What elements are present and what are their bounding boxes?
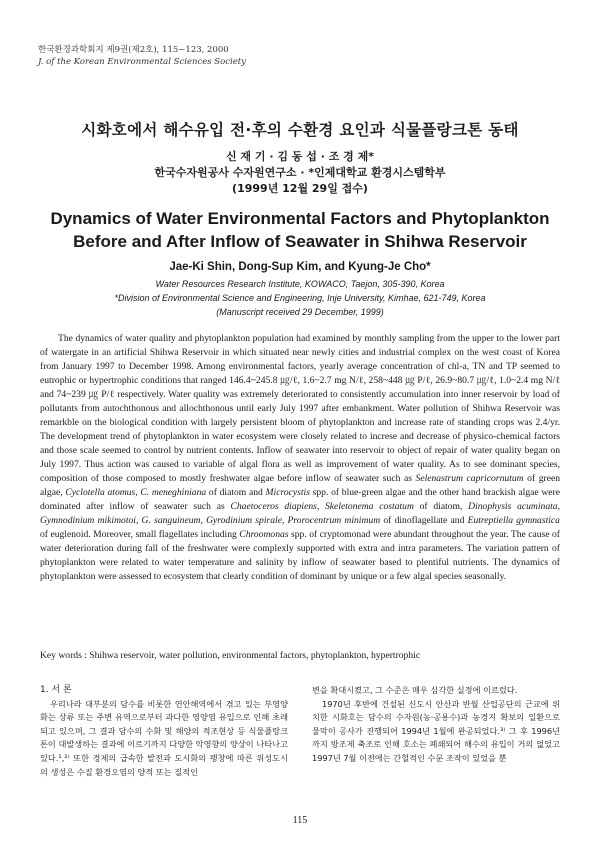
species-name: Eutreptiella gymnastica <box>467 515 560 526</box>
received-date-korean: (1999년 12월 29일 접수) <box>232 182 368 195</box>
introduction-paragraph: 우리나라 대부분의 담수를 비롯한 연안해역에서 겪고 있는 부영양화는 상류 또는 주변 유역으로부터 과다한 영양염 유입으로 인해 초래되고 있으며, 그 결과 담수의 수화 및 해양의 적조현상 등 식물플랑크톤이 대발생하는 결과에 이르기까지 다양한 악영향의 양상이 나타나고 있다.¹,²⁾ 또한 경제의 급속한 발전과 도시화의 팽창에 따른 위성도시의 생성은 수질 환경오염의 양적 또는 질적인 <box>40 698 288 777</box>
korean-byline <box>0 149 600 197</box>
abstract-text: of diatom, <box>419 501 463 512</box>
keywords: Key words : Shihwa reservoir, water pollution, environmental factors, phytoplankton, hypertrophic <box>40 650 421 661</box>
abstract-text: The dynamics of water quality and phytoplankton population had examined by monthly sampling from the upper to the lower part of watergate in an artificial Shihwa Reservoir in which situated near newly cities and industrial complex on the west coast of Korea from January 1997 to December 1998. Among environmental factors, yearly average concentration of chl-a, TN and TP seemed to eutrophic or hypertrophic conditions that ranged 146.4~245.8 ㎍/ℓ, 1.6~2.7 mg N/ℓ, 258~448 ㎍ P/ℓ, 26.9~80.7 ㎍/ℓ, 1.0~2.4 mg N/ℓ and 74~239 ㎍ P/ℓ respectively. Water quality was extremely deteriorated to consistently accumulation into inner reservoir by load of pollutants from autochthonous and allochthonous until early July 1997 after embankment. Water pollution of Shihwa Reservoir was remarkble on the biological condition with largely persistent bloom of phytoplankton and increase rate of standing crops was 2.4/yr. The development trend of phytoplankton in water ecosystem were closely related to increse and decrease of physico-chemical factors and those scale seemed to control by nutrient contents. Inflow of seawater into reservoir to object of repair of water quality began on July 1997. Thus action was caused to variable of algal flora as well as improvement of water quality. As to see dominant species, composition of those composed to mostly freshwater algae before inflow of seawater such as <box>40 333 560 484</box>
abstract <box>40 332 560 584</box>
journal-header-korean: 한국환경과학회지 제9권(제2호), 115~123, 2000 <box>38 45 229 55</box>
species-name: Chroomonas <box>239 529 289 540</box>
body-column-left <box>40 684 288 779</box>
received-date-english: (Manuscript received 29 December, 1999) <box>216 307 384 317</box>
english-byline <box>0 258 600 319</box>
abstract-text: of green algae, <box>40 473 561 498</box>
title-english-line-2: Before and After Inflow of Seawater in Shihwa Reservoir <box>73 232 527 251</box>
body-paragraph: 1970년 후반에 건설된 신도시 안산과 반월 산업공단의 근교에 위치한 시화호는 담수의 수자원(농·공용수)과 농경지 확보의 일환으로 물막이 공사가 진행되어 1994년 1월에 완공되었다.³⁾ 그 후 1996년까지 방조제 축조로 인해 호소는 폐쇄되어 해수의 유입이 거의 없었고 1997년 7월 이전에는 간헐적인 수문 조작이 있었을 뿐 <box>312 698 560 763</box>
authors-english: Jae-Ki Shin, Dong-Sup Kim, and Kyung-Je Cho* <box>169 261 431 273</box>
abstract-text: of dinoflagellate and <box>383 515 465 526</box>
affiliation-english-2: *Division of Environmental Science and Engineering, Inje University, Kimhae, 621-749, Korea <box>114 293 486 303</box>
journal-header-english: J. of the Korean Environmental Sciences Society <box>38 57 246 67</box>
title-english-line-1: Dynamics of Water Environmental Factors and Phytoplankton <box>50 209 550 228</box>
affiliation-english-1: Water Resources Research Institute, KOWACO, Taejon, 305-390, Korea <box>155 279 445 289</box>
section-heading-introduction: 1. 서 론 <box>40 685 72 695</box>
affiliation-korean: 한국수자원공사 수자원연구소 · *인제대학교 환경시스템학부 <box>154 166 446 179</box>
species-name: Dinophysis acuminata, Gymnodinium mikimotoi, G. sanguineum, Gyrodinium spirale, Prorocentrum minimum <box>40 501 560 526</box>
species-name: Chaetoceros diapiens, Skeletonema costatum <box>230 501 414 512</box>
body-column-right <box>312 684 560 766</box>
body-paragraph-continued: 변을 확대시켰고, 그 수준은 매우 심각한 실정에 이르렀다. <box>312 685 518 695</box>
abstract-text: spp. of blue-green algae and the other hand brackish algae were dominated after inflow of seawater such as <box>40 487 560 512</box>
abstract-text: of diatom and <box>208 487 263 498</box>
species-name: Cyclotella atomus, C. meneghiniana <box>65 487 207 498</box>
species-name: Microcystis <box>265 487 310 498</box>
authors-korean: 신 재 기 · 김 동 섭 · 조 경 제* <box>225 150 375 163</box>
paper-title-korean: 시화호에서 해수유입 전·후의 수환경 요인과 식물플랑크톤 동태 <box>81 121 519 139</box>
paper-title-english <box>0 207 600 253</box>
page-number: 115 <box>292 815 308 826</box>
abstract-text: of euglenoid. Moreover, small flagellates including <box>40 529 237 540</box>
journal-header <box>38 44 246 68</box>
species-name: Selenastrum capricornutum <box>415 473 524 484</box>
abstract-text: spp. of cryptomonad were abundant throughout the year. The cause of water deterioration during fall of the freshwater were complexly supported with extra and intra parameters. The variation pattern of phytoplankton were related to water temperature and salinity by inflow of seawater based to plentiful nutrients. The dynamics of phytoplankton were assessed to ecosystem that clearly condition of dominant by unique or a few algal species seasonally. <box>40 529 561 582</box>
